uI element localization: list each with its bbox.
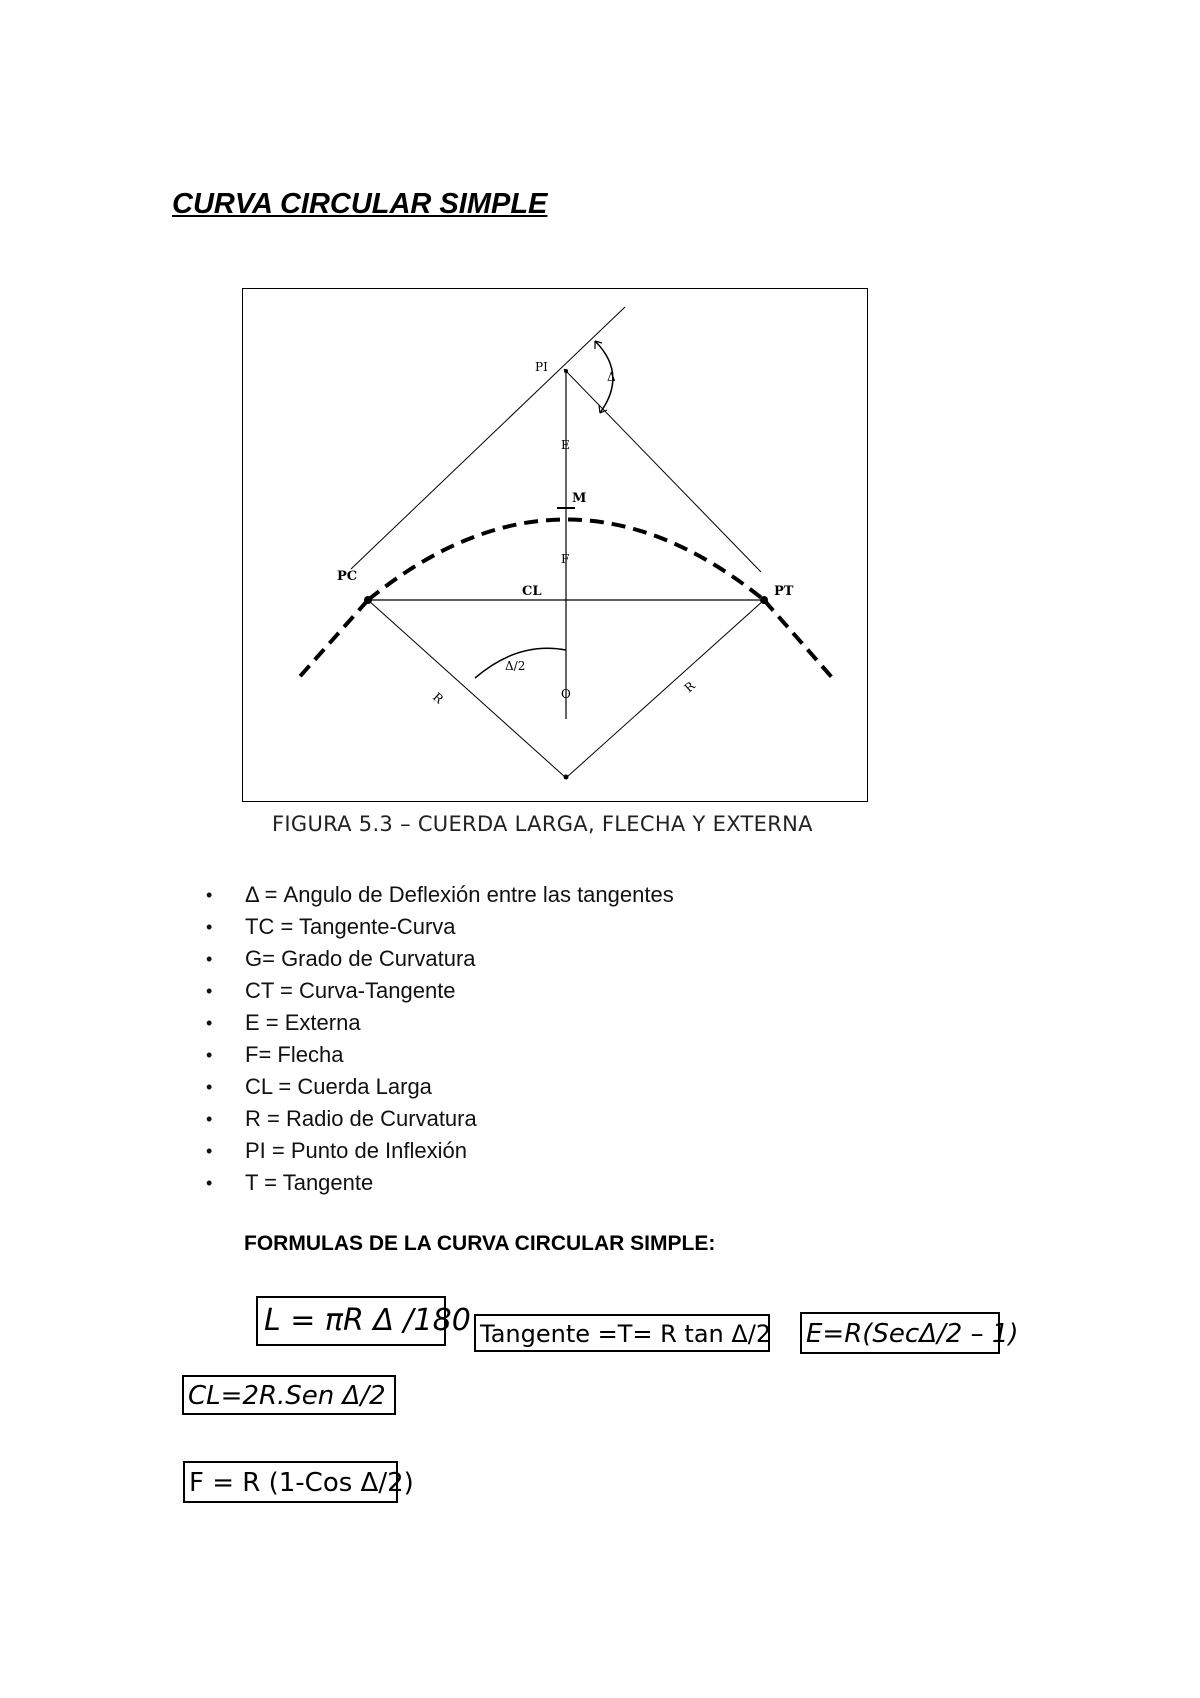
list-item <box>200 879 674 911</box>
label-pt: PT <box>774 584 794 599</box>
list-item <box>200 1007 674 1039</box>
legend-text: T = Tangente <box>245 1170 374 1195</box>
label-half-delta: Δ/2 <box>505 659 526 673</box>
formula-arrow-box <box>183 1461 414 1503</box>
legend-text: Δ = Angulo de Deflexión entre las tangentes <box>245 882 674 907</box>
formulas-heading: FORMULAS DE LA CURVA CIRCULAR SIMPLE: <box>244 1232 716 1255</box>
label-r-left: R <box>429 689 447 707</box>
list-item <box>200 1167 674 1199</box>
label-pc: PC <box>337 569 358 584</box>
bullet-icon: • <box>206 1013 213 1033</box>
bullet-icon: • <box>206 917 213 937</box>
label-m: M <box>572 491 587 506</box>
legend-list <box>200 879 674 1199</box>
curve-diagram-svg <box>243 289 869 803</box>
list-item <box>200 1039 674 1071</box>
legend-text: E = Externa <box>245 1010 361 1035</box>
formula-external: E=R(SecΔ/2 – 1) <box>806 1319 1019 1349</box>
formula-arrow: F = R (1-Cos Δ/2) <box>189 1468 414 1498</box>
pc-point <box>364 596 372 604</box>
list-item <box>200 1103 674 1135</box>
legend-text: PI = Punto de Inflexión <box>245 1138 467 1163</box>
legend-text: R = Radio de Curvatura <box>245 1106 477 1131</box>
bullet-icon: • <box>206 1141 213 1161</box>
curve-extension-left <box>295 600 368 682</box>
bullet-icon: • <box>206 981 213 1001</box>
tangent-line-right <box>564 369 761 572</box>
bullet-icon: • <box>206 1109 213 1129</box>
radius-right <box>567 600 764 777</box>
label-pi: PI <box>535 360 548 374</box>
formula-chord: CL=2R.Sen Δ/2 <box>188 1381 386 1411</box>
figure-caption: FIGURA 5.3 – CUERDA LARGA, FLECHA Y EXTERNA <box>272 812 813 836</box>
formula-length-box <box>256 1296 471 1346</box>
tangent-line-left <box>351 307 625 569</box>
legend-text: CL = Cuerda Larga <box>245 1074 432 1099</box>
formula-length: L = πR Δ /180 <box>264 1303 471 1338</box>
legend-text: TC = Tangente-Curva <box>245 914 456 939</box>
bullet-icon: • <box>206 885 213 905</box>
list-item <box>200 943 674 975</box>
label-e: E <box>561 438 570 452</box>
curve-diagram <box>242 288 868 802</box>
list-item <box>200 1135 674 1167</box>
bullet-icon: • <box>206 1045 213 1065</box>
list-item <box>200 911 674 943</box>
label-r-right: R <box>681 678 698 696</box>
label-cl: CL <box>522 584 542 599</box>
page-title: CURVA CIRCULAR SIMPLE <box>172 188 548 220</box>
bullet-icon: • <box>206 949 213 969</box>
list-item <box>200 975 674 1007</box>
center-point <box>564 775 569 780</box>
label-o: O <box>561 687 571 701</box>
curve-extension-right <box>764 600 836 682</box>
label-delta: Δ <box>607 370 616 384</box>
bullet-icon: • <box>206 1077 213 1097</box>
pi-point <box>564 369 568 373</box>
legend-text: CT = Curva-Tangente <box>245 978 456 1003</box>
formula-tangent-box <box>474 1314 770 1352</box>
formula-external-box <box>800 1312 1019 1354</box>
formula-chord-box <box>182 1375 396 1415</box>
legend-text: F= Flecha <box>245 1042 344 1067</box>
radius-left <box>368 600 565 777</box>
bullet-icon: • <box>206 1173 213 1193</box>
list-item <box>200 1071 674 1103</box>
formula-tangent: Tangente =T= R tan Δ/2 <box>480 1320 772 1348</box>
legend-text: G= Grado de Curvatura <box>245 946 476 971</box>
pt-point <box>760 596 768 604</box>
label-f: F <box>561 552 570 566</box>
